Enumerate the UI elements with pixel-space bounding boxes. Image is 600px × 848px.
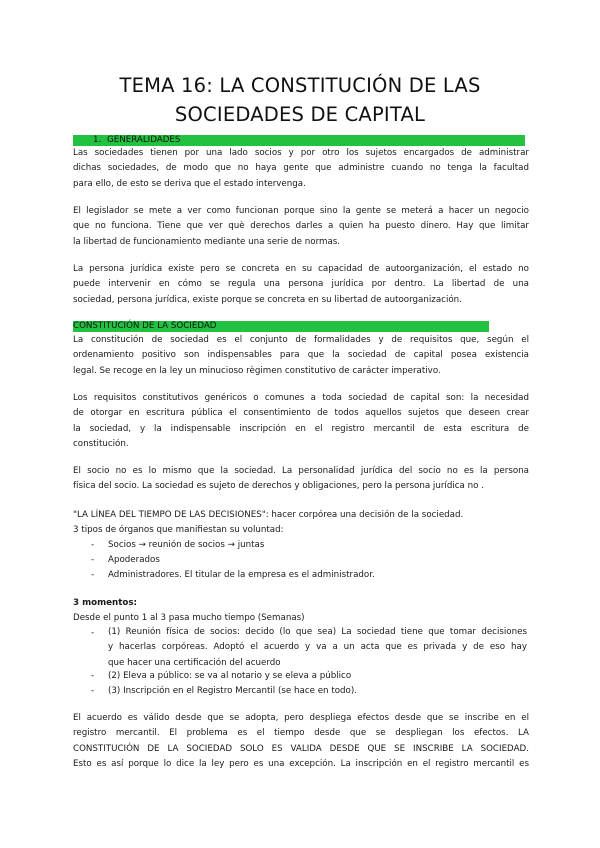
- paragraph-4: [73, 333, 529, 379]
- page-title-line-1: TEMA 16: LA CONSTITUCIÓN DE LAS: [119, 74, 481, 97]
- list-dash: -: [91, 686, 95, 696]
- page-title-line-2: SOCIEDADES DE CAPITAL: [174, 103, 426, 126]
- list-item-text: (2) Eleva a público: se va al notario y se eleva a público: [108, 671, 352, 681]
- organos-intro: 3 tipos de órganos que manifiestan su voluntad:: [73, 525, 284, 535]
- paragraph-line: El legislador se mete a ver como funcionan porque sino la gente se meterá a hacer un negocio: [73, 206, 529, 216]
- paragraph-line: ordenamiento positivo son indispensables para que la sociedad de capital posea existencia: [73, 350, 529, 361]
- paragraph-line: legal. Se recoge en la ley un minucioso règimen constitutivo de carácter imperativo.: [73, 365, 441, 376]
- paragraph-line: Las sociedades tienen por una lado socios y por otro los sujetos encargados de administrar: [73, 148, 529, 158]
- paragraph-line: sociedad, persona jurídica, existe porque se concreta en su libertad de autoorganización.: [73, 294, 462, 305]
- paragraph-line: El acuerdo es válido desde que se adopta, pero despliega efectos desde que se inscribe en el: [73, 713, 529, 723]
- paragraph-line: de otorgar en escritura pública el consentimiento de todos aquellos sujetos que deseen crear: [73, 408, 529, 419]
- paragraph-line: la sociedad, y la indispensable inscripción en el registro mercantil de esta escritura de: [73, 423, 529, 434]
- paragraph-line: para ello, de esto se deriva que el estado intervenga.: [73, 178, 306, 189]
- paragraph-line: (1) Reunión física de socios: decido (lo que sea) La sociedad tiene que tomar decisiones: [108, 627, 527, 637]
- paragraph-line: La persona jurídica existe pero se concreta en su capacidad de autoorganización, el estado no: [73, 264, 529, 274]
- paragraph-line: El socio no es lo mismo que la sociedad. La personalidad jurídica del socio no es la persona: [73, 466, 529, 476]
- list-dash: -: [91, 671, 95, 681]
- momento-1-text: [108, 625, 527, 671]
- list-item-text: Apoderados: [108, 555, 160, 565]
- list-item-text: Socios → reunión de socios → juntas: [108, 540, 265, 550]
- paragraph-3: [73, 262, 529, 308]
- list-item-text: (3) Inscripción en el Registro Mercantil (se hace en todo).: [108, 686, 358, 696]
- paragraph-1: [73, 146, 529, 192]
- paragraph-2: [73, 204, 529, 250]
- list-dash: -: [91, 628, 95, 638]
- paragraph-line: que no funciona. Tiene que ver què derechos darles a quien ha puesto dinero. Hay que limitar: [73, 221, 529, 232]
- section-1-heading: GENERALIDADES: [107, 135, 181, 145]
- paragraph-line: física del socio. La sociedad es sujeto de derechos y obligaciones, pero la persona jurídica no .: [73, 481, 484, 492]
- paragraph-line: y hacerlas corpóreas. Adoptó el acuerdo y va a un acta que es privada y de eso hay: [108, 642, 527, 653]
- momentos-intro: Desde el punto 1 al 3 pasa mucho tiempo (Semanas): [73, 613, 305, 623]
- list-item-text: Administradores. El titular de la empresa es el administrador.: [108, 570, 375, 580]
- paragraph-line: Los requisitos constitutivos genéricos o comunes a toda sociedad de capital son: la necesidad: [73, 393, 529, 403]
- list-dash: -: [91, 570, 95, 580]
- timeline-quote-line: "LA LÍNEA DEL TIEMPO DE LAS DECISIONES": hacer corpórea una decisión de la sociedad.: [73, 510, 464, 520]
- paragraph-6: [73, 464, 529, 495]
- paragraph-line: La constitución de sociedad es el conjunto de formalidades y de requisitos que, según el: [73, 335, 529, 345]
- paragraph-line: puede intervenir en cómo se regula una persona jurídica por dentro. La libertad de una: [73, 279, 529, 290]
- paragraph-7: [73, 711, 529, 772]
- paragraph-line: la libertad de funcionamiento mediante una serie de normas.: [73, 236, 341, 247]
- list-dash: -: [91, 540, 95, 550]
- section-2-heading: CONSTITUCIÓN DE LA SOCIEDAD: [73, 321, 217, 331]
- paragraph-line: que hacer una certificación del acuerdo: [108, 657, 281, 668]
- paragraph-line: constitución.: [73, 438, 129, 449]
- paragraph-5: [73, 391, 529, 452]
- section-1-number: 1.: [93, 135, 102, 145]
- paragraph-line: Esto es así porque lo dice la ley pero es una excepción. La inscripción en el registro mercantil es: [73, 758, 529, 769]
- momentos-heading: 3 momentos:: [73, 598, 137, 608]
- list-dash: -: [91, 555, 95, 565]
- paragraph-line: registro mercantil. El problema es el tiempo desde que se despliegan los efectos. LA: [73, 728, 529, 739]
- paragraph-line: CONSTITUCIÓN DE LA SOCIEDAD SOLO ES VALIDA DESDE QUE SE INSCRIBE LA SOCIEDAD.: [73, 743, 529, 754]
- paragraph-line: dichas sociedades, de modo que no haya gente que administre cuando no tenga la facultad: [73, 163, 529, 174]
